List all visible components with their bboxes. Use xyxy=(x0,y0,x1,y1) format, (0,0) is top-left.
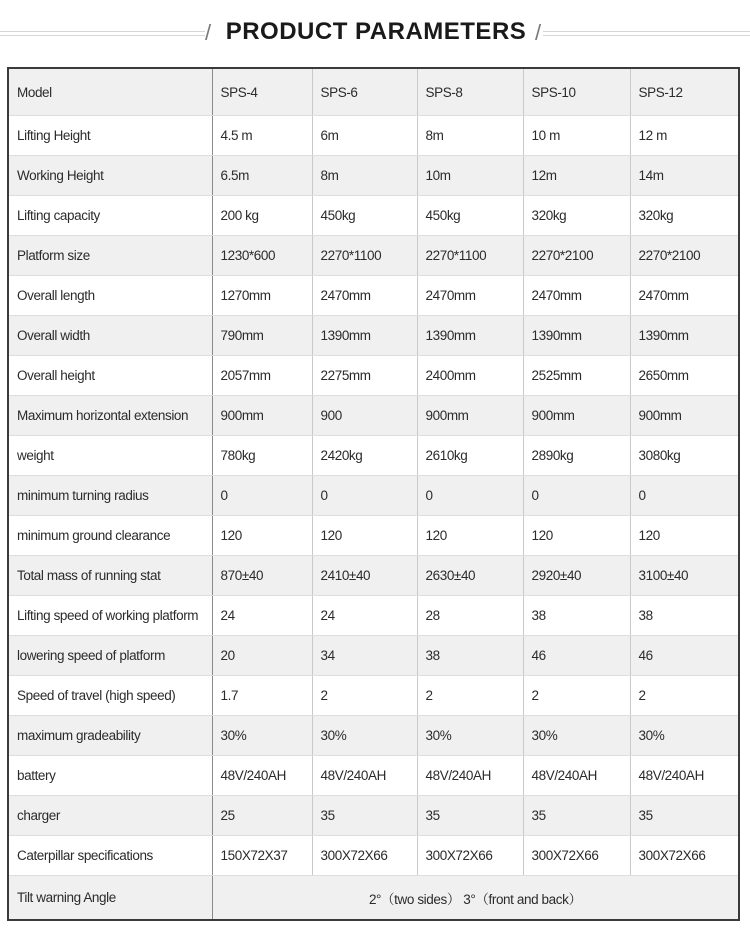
value-cell: 0 xyxy=(417,476,523,516)
value-cell: 1.7 xyxy=(212,676,312,716)
value-cell: 2470mm xyxy=(417,276,523,316)
value-cell: 150X72X37 xyxy=(212,836,312,876)
value-cell: 30% xyxy=(417,716,523,756)
value-cell: 2270*2100 xyxy=(523,236,630,276)
table-row xyxy=(9,396,738,436)
tilt-angle-value-cell: 2°（two sides） 3°（front and back） xyxy=(212,876,738,920)
row-label-cell: Overall width xyxy=(9,316,212,356)
value-cell: 0 xyxy=(523,476,630,516)
row-label-cell: Total mass of running stat xyxy=(9,556,212,596)
table-row xyxy=(9,436,738,476)
value-cell: 2270*1100 xyxy=(417,236,523,276)
row-label-cell: maximum gradeability xyxy=(9,716,212,756)
parameters-table-container xyxy=(7,67,740,921)
row-label-cell: Maximum horizontal extension xyxy=(9,396,212,436)
table-row xyxy=(9,156,738,196)
value-cell: 24 xyxy=(212,596,312,636)
value-cell: 46 xyxy=(523,636,630,676)
value-cell: 48V/240AH xyxy=(417,756,523,796)
value-cell: 2470mm xyxy=(630,276,738,316)
value-cell: 48V/240AH xyxy=(630,756,738,796)
value-cell: 6m xyxy=(312,116,417,156)
value-cell: 2525mm xyxy=(523,356,630,396)
row-label-cell: Lifting speed of working platform xyxy=(9,596,212,636)
row-label-cell: minimum ground clearance xyxy=(9,516,212,556)
value-cell: 2 xyxy=(417,676,523,716)
value-cell: 2470mm xyxy=(312,276,417,316)
value-cell: 870±40 xyxy=(212,556,312,596)
row-label-cell: Caterpillar specifications xyxy=(9,836,212,876)
value-cell: 2 xyxy=(630,676,738,716)
table-row xyxy=(9,836,738,876)
header-rule-left xyxy=(0,31,205,36)
value-cell: 2 xyxy=(523,676,630,716)
table-row xyxy=(9,276,738,316)
value-cell: 30% xyxy=(630,716,738,756)
value-cell: 20 xyxy=(212,636,312,676)
row-label-cell: Working Height xyxy=(9,156,212,196)
value-cell: 30% xyxy=(523,716,630,756)
value-cell: 2470mm xyxy=(523,276,630,316)
row-label-cell: Overall height xyxy=(9,356,212,396)
header-slash-left: / xyxy=(205,20,212,45)
value-cell: 120 xyxy=(417,516,523,556)
row-label-cell: weight xyxy=(9,436,212,476)
value-cell: 2057mm xyxy=(212,356,312,396)
value-cell: 1390mm xyxy=(630,316,738,356)
value-cell: 0 xyxy=(212,476,312,516)
table-row-tilt-warning xyxy=(9,876,738,920)
value-cell: 2270*2100 xyxy=(630,236,738,276)
value-cell: 46 xyxy=(630,636,738,676)
table-row xyxy=(9,516,738,556)
value-cell: 1230*600 xyxy=(212,236,312,276)
row-label-cell: Lifting capacity xyxy=(9,196,212,236)
value-cell: 450kg xyxy=(312,196,417,236)
value-cell: 320kg xyxy=(523,196,630,236)
value-cell: 48V/240AH xyxy=(523,756,630,796)
value-cell: 6.5m xyxy=(212,156,312,196)
value-cell: 2410±40 xyxy=(312,556,417,596)
value-cell: 900mm xyxy=(417,396,523,436)
row-label-cell: Tilt warning Angle xyxy=(9,876,212,920)
value-cell: 35 xyxy=(417,796,523,836)
value-cell: 10 m xyxy=(523,116,630,156)
value-cell: 790mm xyxy=(212,316,312,356)
table-row xyxy=(9,316,738,356)
table-row xyxy=(9,476,738,516)
value-cell: 0 xyxy=(312,476,417,516)
value-cell: 2400mm xyxy=(417,356,523,396)
value-cell: 30% xyxy=(212,716,312,756)
value-cell: 2420kg xyxy=(312,436,417,476)
row-label-cell: Lifting Height xyxy=(9,116,212,156)
value-cell: 2610kg xyxy=(417,436,523,476)
value-cell: 120 xyxy=(523,516,630,556)
value-cell: 30% xyxy=(312,716,417,756)
header-model-cell: SPS-4 xyxy=(212,69,312,116)
value-cell: 0 xyxy=(630,476,738,516)
value-cell: 300X72X66 xyxy=(630,836,738,876)
value-cell: 48V/240AH xyxy=(212,756,312,796)
value-cell: 34 xyxy=(312,636,417,676)
value-cell: 38 xyxy=(630,596,738,636)
table-row xyxy=(9,236,738,276)
value-cell: 120 xyxy=(630,516,738,556)
value-cell: 35 xyxy=(523,796,630,836)
row-label-cell: charger xyxy=(9,796,212,836)
row-label-cell: Speed of travel (high speed) xyxy=(9,676,212,716)
value-cell: 120 xyxy=(212,516,312,556)
table-header-row xyxy=(9,69,738,116)
header-model-cell: SPS-8 xyxy=(417,69,523,116)
header-rule-right xyxy=(543,31,750,36)
table-body xyxy=(9,69,738,919)
page-title: PRODUCT PARAMETERS xyxy=(225,18,527,45)
value-cell: 900 xyxy=(312,396,417,436)
table-row xyxy=(9,116,738,156)
value-cell: 1390mm xyxy=(523,316,630,356)
value-cell: 320kg xyxy=(630,196,738,236)
value-cell: 25 xyxy=(212,796,312,836)
value-cell: 1390mm xyxy=(312,316,417,356)
value-cell: 2275mm xyxy=(312,356,417,396)
header-slash-right: / xyxy=(535,20,542,45)
table-row xyxy=(9,596,738,636)
table-row xyxy=(9,716,738,756)
table-row xyxy=(9,796,738,836)
value-cell: 12 m xyxy=(630,116,738,156)
header-model-cell: SPS-6 xyxy=(312,69,417,116)
value-cell: 1390mm xyxy=(417,316,523,356)
value-cell: 12m xyxy=(523,156,630,196)
value-cell: 8m xyxy=(417,116,523,156)
value-cell: 900mm xyxy=(523,396,630,436)
value-cell: 2890kg xyxy=(523,436,630,476)
table-row xyxy=(9,756,738,796)
value-cell: 450kg xyxy=(417,196,523,236)
value-cell: 200 kg xyxy=(212,196,312,236)
value-cell: 300X72X66 xyxy=(523,836,630,876)
row-label-cell: minimum turning radius xyxy=(9,476,212,516)
row-label-cell: Platform size xyxy=(9,236,212,276)
value-cell: 2 xyxy=(312,676,417,716)
value-cell: 35 xyxy=(312,796,417,836)
value-cell: 2630±40 xyxy=(417,556,523,596)
header-model-cell: SPS-12 xyxy=(630,69,738,116)
header-label-cell: Model xyxy=(9,69,212,116)
value-cell: 35 xyxy=(630,796,738,836)
value-cell: 3080kg xyxy=(630,436,738,476)
section-header xyxy=(0,14,750,54)
header-model-cell: SPS-10 xyxy=(523,69,630,116)
table-row xyxy=(9,196,738,236)
value-cell: 900mm xyxy=(630,396,738,436)
value-cell: 14m xyxy=(630,156,738,196)
value-cell: 10m xyxy=(417,156,523,196)
parameters-table xyxy=(9,69,738,919)
table-row xyxy=(9,556,738,596)
value-cell: 48V/240AH xyxy=(312,756,417,796)
row-label-cell: battery xyxy=(9,756,212,796)
value-cell: 300X72X66 xyxy=(417,836,523,876)
value-cell: 8m xyxy=(312,156,417,196)
value-cell: 24 xyxy=(312,596,417,636)
table-row xyxy=(9,676,738,716)
value-cell: 3100±40 xyxy=(630,556,738,596)
value-cell: 2920±40 xyxy=(523,556,630,596)
value-cell: 38 xyxy=(417,636,523,676)
value-cell: 780kg xyxy=(212,436,312,476)
value-cell: 300X72X66 xyxy=(312,836,417,876)
value-cell: 900mm xyxy=(212,396,312,436)
value-cell: 2650mm xyxy=(630,356,738,396)
table-row xyxy=(9,636,738,676)
row-label-cell: Overall length xyxy=(9,276,212,316)
value-cell: 120 xyxy=(312,516,417,556)
row-label-cell: lowering speed of platform xyxy=(9,636,212,676)
value-cell: 2270*1100 xyxy=(312,236,417,276)
value-cell: 4.5 m xyxy=(212,116,312,156)
value-cell: 28 xyxy=(417,596,523,636)
value-cell: 38 xyxy=(523,596,630,636)
value-cell: 1270mm xyxy=(212,276,312,316)
table-row xyxy=(9,356,738,396)
